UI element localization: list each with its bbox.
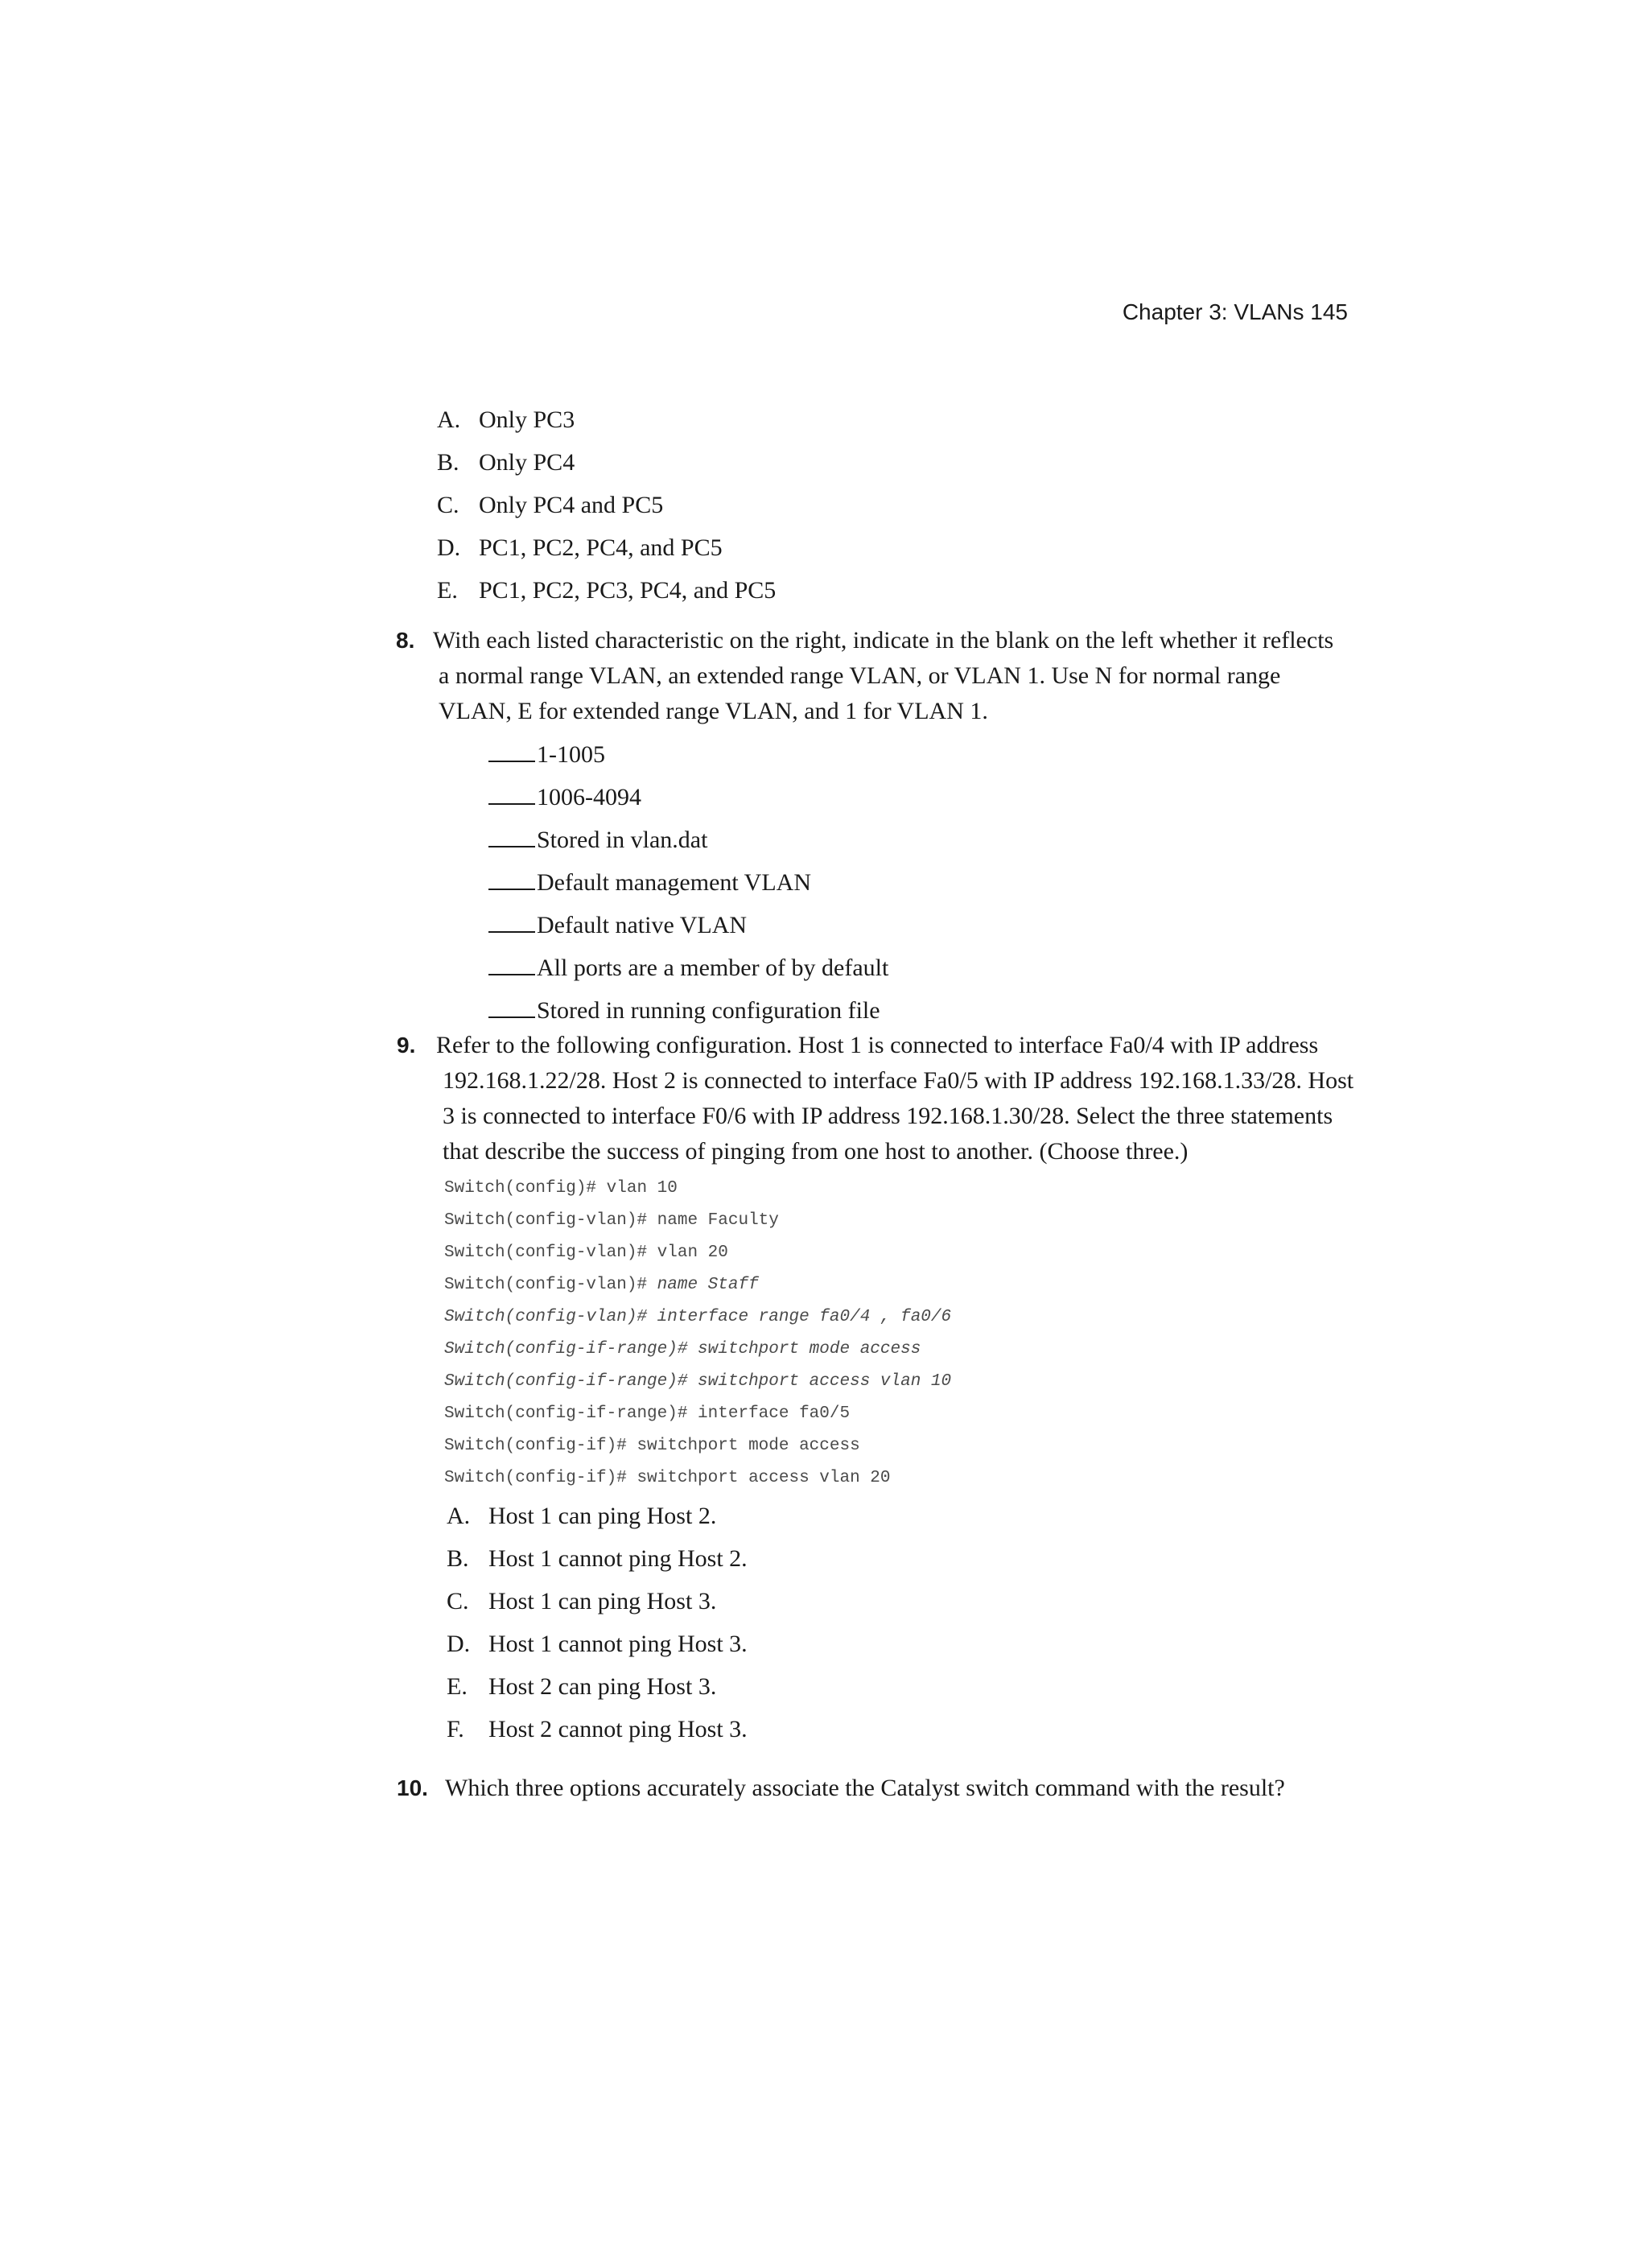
config-line: Switch(config-vlan)# vlan 20 xyxy=(444,1243,728,1262)
q9-stem-line-3: 3 is connected to interface F0/6 with IP address 192.168.1.30/28. Select the three statements xyxy=(443,1103,1333,1129)
config-line: Switch(config-vlan)# name Faculty xyxy=(444,1211,779,1230)
q8-item-text: Stored in vlan.dat xyxy=(537,827,708,853)
option-letter: D. xyxy=(437,534,461,561)
q8-item-text: Stored in running configuration file xyxy=(537,997,880,1024)
q8-item-text: All ports are a member of by default xyxy=(537,955,889,981)
q7-option-c xyxy=(437,488,663,523)
answer-blank xyxy=(488,931,535,933)
running-head: Chapter 3: VLANs 145 xyxy=(1122,299,1348,324)
q8-item-text: Default management VLAN xyxy=(537,869,812,896)
q10-number: 10. xyxy=(397,1775,428,1800)
answer-blank xyxy=(488,1016,535,1018)
config-line: Switch(config-if)# switchport mode access xyxy=(444,1437,860,1455)
q7-option-b xyxy=(437,445,575,480)
q8-item xyxy=(488,780,641,815)
answer-blank xyxy=(488,846,535,847)
option-letter: A. xyxy=(437,406,461,433)
q8-item xyxy=(488,950,888,986)
q9-option-d xyxy=(447,1627,748,1662)
q9-option-c xyxy=(447,1584,716,1619)
q8-item-text: 1006-4094 xyxy=(537,784,641,810)
config-line: Switch(config)# vlan 10 xyxy=(444,1179,678,1198)
q8-stem-line-2: a normal range VLAN, an extended range VLAN, or VLAN 1. Use N for normal range xyxy=(439,662,1281,689)
option-letter: E. xyxy=(437,577,458,604)
option-text: Host 1 can ping Host 2. xyxy=(488,1503,717,1529)
config-line: Switch(config-if)# switchport access vlan 20 xyxy=(444,1469,891,1487)
q9-stem-line-1: Refer to the following configuration. Host 1 is connected to interface Fa0/4 with IP address xyxy=(436,1032,1319,1058)
answer-blank xyxy=(488,803,535,805)
option-text: PC1, PC2, PC4, and PC5 xyxy=(479,534,723,561)
option-text: Host 1 can ping Host 3. xyxy=(488,1588,717,1614)
option-letter: B. xyxy=(447,1545,469,1572)
q7-option-e xyxy=(437,573,776,608)
q9-option-a xyxy=(447,1499,716,1534)
config-line: Switch(config-if-range)# switchport mode access xyxy=(444,1340,921,1359)
answer-blank xyxy=(488,761,535,762)
q9-option-e xyxy=(447,1669,716,1705)
config-line: Switch(config-vlan)# interface range fa0/4 , fa0/6 xyxy=(444,1308,952,1326)
answer-blank xyxy=(488,974,535,975)
q8-item-text: 1-1005 xyxy=(537,741,605,768)
option-text: Host 1 cannot ping Host 2. xyxy=(488,1545,748,1572)
option-letter: B. xyxy=(437,449,459,476)
option-text: Host 2 cannot ping Host 3. xyxy=(488,1716,748,1742)
q8-number: 8. xyxy=(396,628,415,653)
q7-option-d xyxy=(437,530,723,566)
option-text: Only PC3 xyxy=(479,406,575,433)
option-text: Only PC4 xyxy=(479,449,575,476)
q9-option-f xyxy=(447,1712,748,1747)
option-letter: F. xyxy=(447,1716,464,1742)
q8-item xyxy=(488,908,747,943)
q9-option-b xyxy=(447,1541,748,1577)
option-text: PC1, PC2, PC3, PC4, and PC5 xyxy=(479,577,777,604)
option-letter: D. xyxy=(447,1631,471,1657)
option-text: Host 1 cannot ping Host 3. xyxy=(488,1631,748,1657)
q8-item xyxy=(488,737,605,773)
q10-stem: Which three options accurately associate the Catalyst switch command with the result? xyxy=(445,1775,1285,1801)
option-letter: E. xyxy=(447,1673,468,1700)
q8-item-text: Default native VLAN xyxy=(537,912,748,938)
answer-blank xyxy=(488,889,535,890)
option-text: Host 2 can ping Host 3. xyxy=(488,1673,717,1700)
q9-stem-line-2: 192.168.1.22/28. Host 2 is connected to interface Fa0/5 with IP address 192.168.1.33/28. Host xyxy=(443,1067,1354,1094)
config-line: Switch(config-if-range)# switchport access vlan 10 xyxy=(444,1372,952,1391)
config-line: Switch(config-vlan)# name Staff xyxy=(444,1276,759,1294)
option-letter: C. xyxy=(447,1588,469,1614)
q8-item xyxy=(488,865,811,901)
q9-number: 9. xyxy=(397,1033,416,1058)
option-letter: A. xyxy=(447,1503,471,1529)
q8-stem-line-1: With each listed characteristic on the right, indicate in the blank on the left whether it reflects xyxy=(433,627,1334,654)
option-text: Only PC4 and PC5 xyxy=(479,492,664,518)
config-line: Switch(config-if-range)# interface fa0/5 xyxy=(444,1404,851,1423)
option-letter: C. xyxy=(437,492,459,518)
q8-item xyxy=(488,993,880,1029)
q8-stem-line-3: VLAN, E for extended range VLAN, and 1 for VLAN 1. xyxy=(439,698,988,724)
q7-option-a xyxy=(437,402,575,438)
q8-item xyxy=(488,823,707,858)
q9-stem-line-4: that describe the success of pinging from one host to another. (Choose three.) xyxy=(443,1138,1189,1165)
